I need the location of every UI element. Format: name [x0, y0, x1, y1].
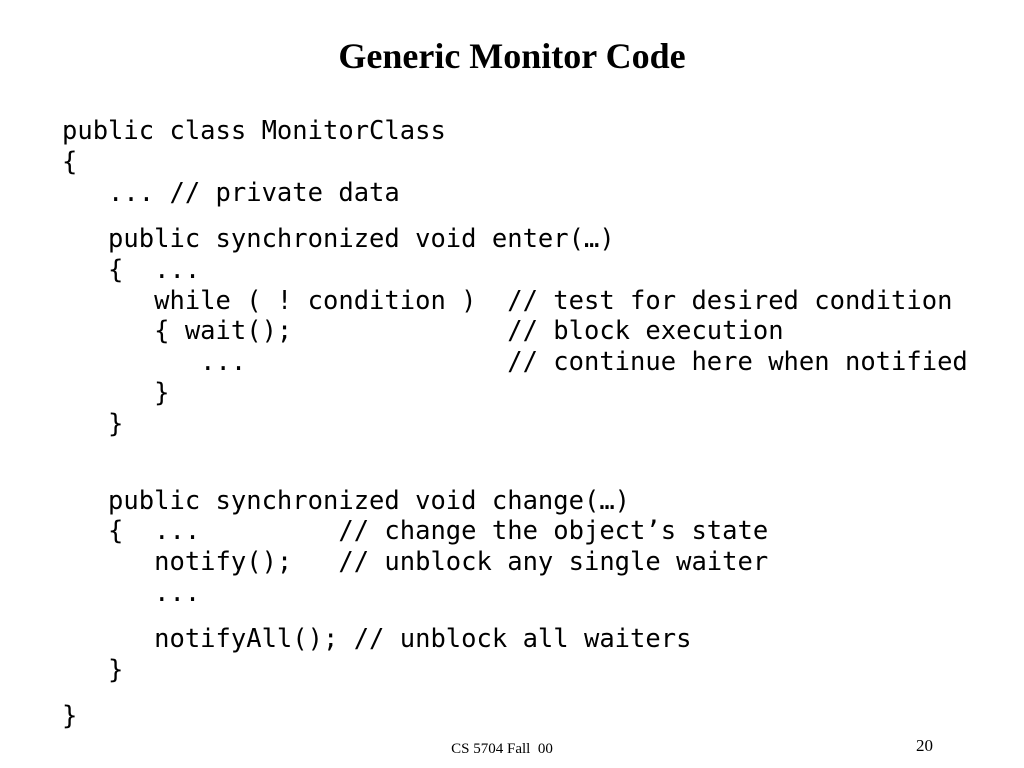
- code-line: public class MonitorClass: [62, 116, 446, 146]
- code-line: public synchronized void change(…): [62, 486, 631, 516]
- slide-title: Generic Monitor Code: [338, 36, 686, 76]
- code-line: }: [62, 701, 78, 731]
- code-line: ... // continue here when notified: [62, 347, 968, 377]
- code-line: notify(); // unblock any single waiter: [62, 547, 769, 577]
- code-line: notifyAll(); // unblock all waiters: [62, 624, 692, 654]
- code-line: { wait(); // block execution: [62, 316, 784, 346]
- code-line: }: [62, 655, 124, 685]
- page-number: 20: [916, 736, 933, 755]
- code-line: {: [62, 147, 78, 177]
- code-line: ...: [62, 578, 201, 608]
- code-line: { ... // change the object’s state: [62, 516, 769, 546]
- code-line: ... // private data: [62, 178, 400, 208]
- code-line: public synchronized void enter(…): [62, 224, 615, 254]
- code-line: while ( ! condition ) // test for desired condition: [62, 286, 953, 316]
- code-line: { ...: [62, 255, 201, 285]
- footer-course: CS 5704 Fall 00: [451, 741, 553, 757]
- code-line: }: [62, 409, 124, 439]
- code-line: }: [62, 378, 170, 408]
